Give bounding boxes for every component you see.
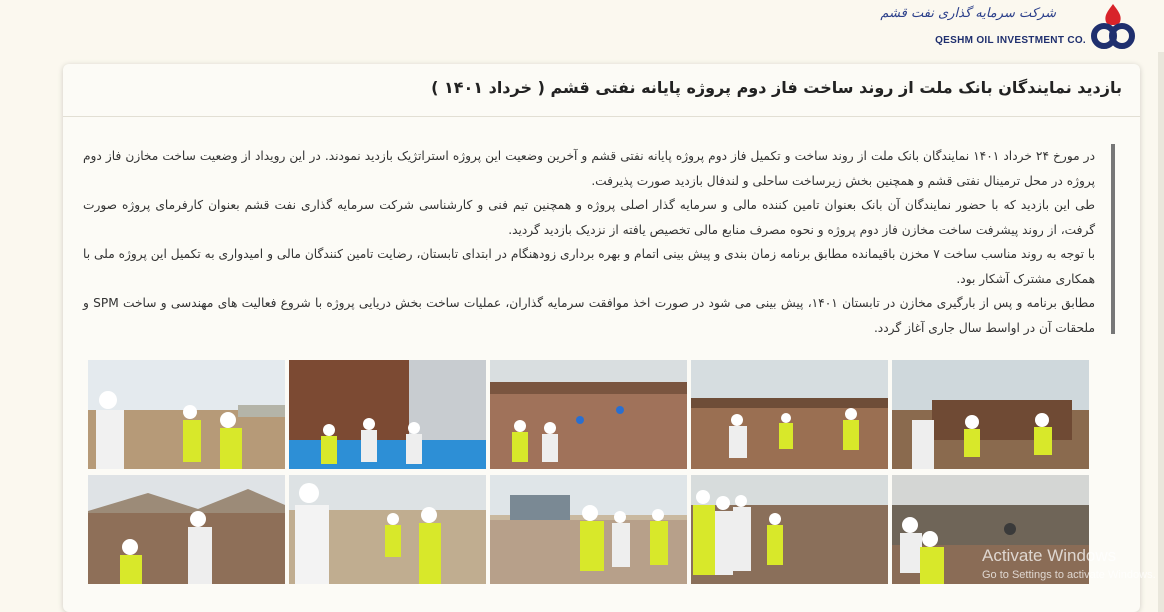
gallery-photo[interactable]: [88, 475, 285, 584]
gallery-photo[interactable]: [892, 360, 1089, 469]
gallery-photo[interactable]: [88, 360, 285, 469]
article-paragraph: مطابق برنامه و پس از بارگیری مخازن در تابستان ۱۴۰۱، پیش بینی می شود در صورت اخذ موافقت سرمایه گذاران، عملیات ساخت بخش دریایی پروژه با شروع فعالیت های مهندسی و ساخت SPM و ملحقات آن در اواسط سال جاری آغاز گردد.: [83, 296, 1095, 335]
photo-gallery: [88, 360, 1090, 586]
gallery-photo[interactable]: [691, 475, 888, 584]
article-paragraph: طی این بازدید که با حضور نمایندگان آن بانک بعنوان تامین کننده مالی و سرمایه گذار اصلی پروژه و همچنین تیم فنی و کارشناسی شرکت سرمایه گذاری نفت قشم بعنوان کارفرمای پروژه صورت گرفت، از روند پیشرفت ساخت مخازن فاز دوم پروژه و نحوه مصرف منابع مالی تخصیص یافته از نزدیک بازدید گردید.: [83, 198, 1095, 237]
article-paragraph: با توجه به روند مناسب ساخت ۷ مخزن باقیمانده مطابق برنامه زمان بندی و پیش بینی اتمام و بهره برداری زودهنگام در ابتدای تابستان، رضایت تامین کنندگان مالی و امیدواری به تکمیل این پروژه ملی با همکاری مشترک آشکار بود.: [83, 247, 1095, 286]
gallery-photo[interactable]: [289, 360, 486, 469]
brand-name-fa: شرکت سرمایه گذاری نفت قشم: [880, 6, 1056, 21]
gallery-photo[interactable]: [691, 360, 888, 469]
news-article-card: [63, 64, 1140, 612]
qeshm-oil-flame-logo-icon: [1090, 2, 1136, 50]
article-title: بازدید نمایندگان بانک ملت از روند ساخت فاز دوم پروژه پایانه نفتی قشم ( خرداد ۱۴۰۱ ): [431, 78, 1122, 97]
page-scroll-edge: [1158, 52, 1164, 612]
gallery-photo[interactable]: [892, 475, 1089, 584]
windows-activation-title: Activate Windows: [982, 546, 1117, 565]
article-body: [83, 144, 1115, 334]
article-paragraph: در مورخ ۲۴ خرداد ۱۴۰۱ نمایندگان بانک ملت از روند ساخت و تکمیل فاز دوم پروژه پایانه نفتی قشم و آخرین وضعیت این پروژه استراتژیک بازدید نمودند. در این رویداد از وضعیت ساخت مخازن فاز دوم پروژه در محل ترمینال نفتی قشم و همچنین بخش زیرساخت ساحلی و لندفال بازدید صورت پذیرفت.: [83, 149, 1095, 188]
title-divider: [63, 116, 1140, 117]
windows-activation-subtitle: Go to Settings to activate Windows.: [982, 569, 1156, 581]
gallery-photo[interactable]: [490, 360, 687, 469]
gallery-photo[interactable]: [289, 475, 486, 584]
gallery-photo[interactable]: [490, 475, 687, 584]
brand-name-en: QESHM OIL INVESTMENT CO.: [935, 35, 1086, 46]
company-logo[interactable]: [880, 2, 1136, 50]
site-header: [0, 0, 1164, 52]
